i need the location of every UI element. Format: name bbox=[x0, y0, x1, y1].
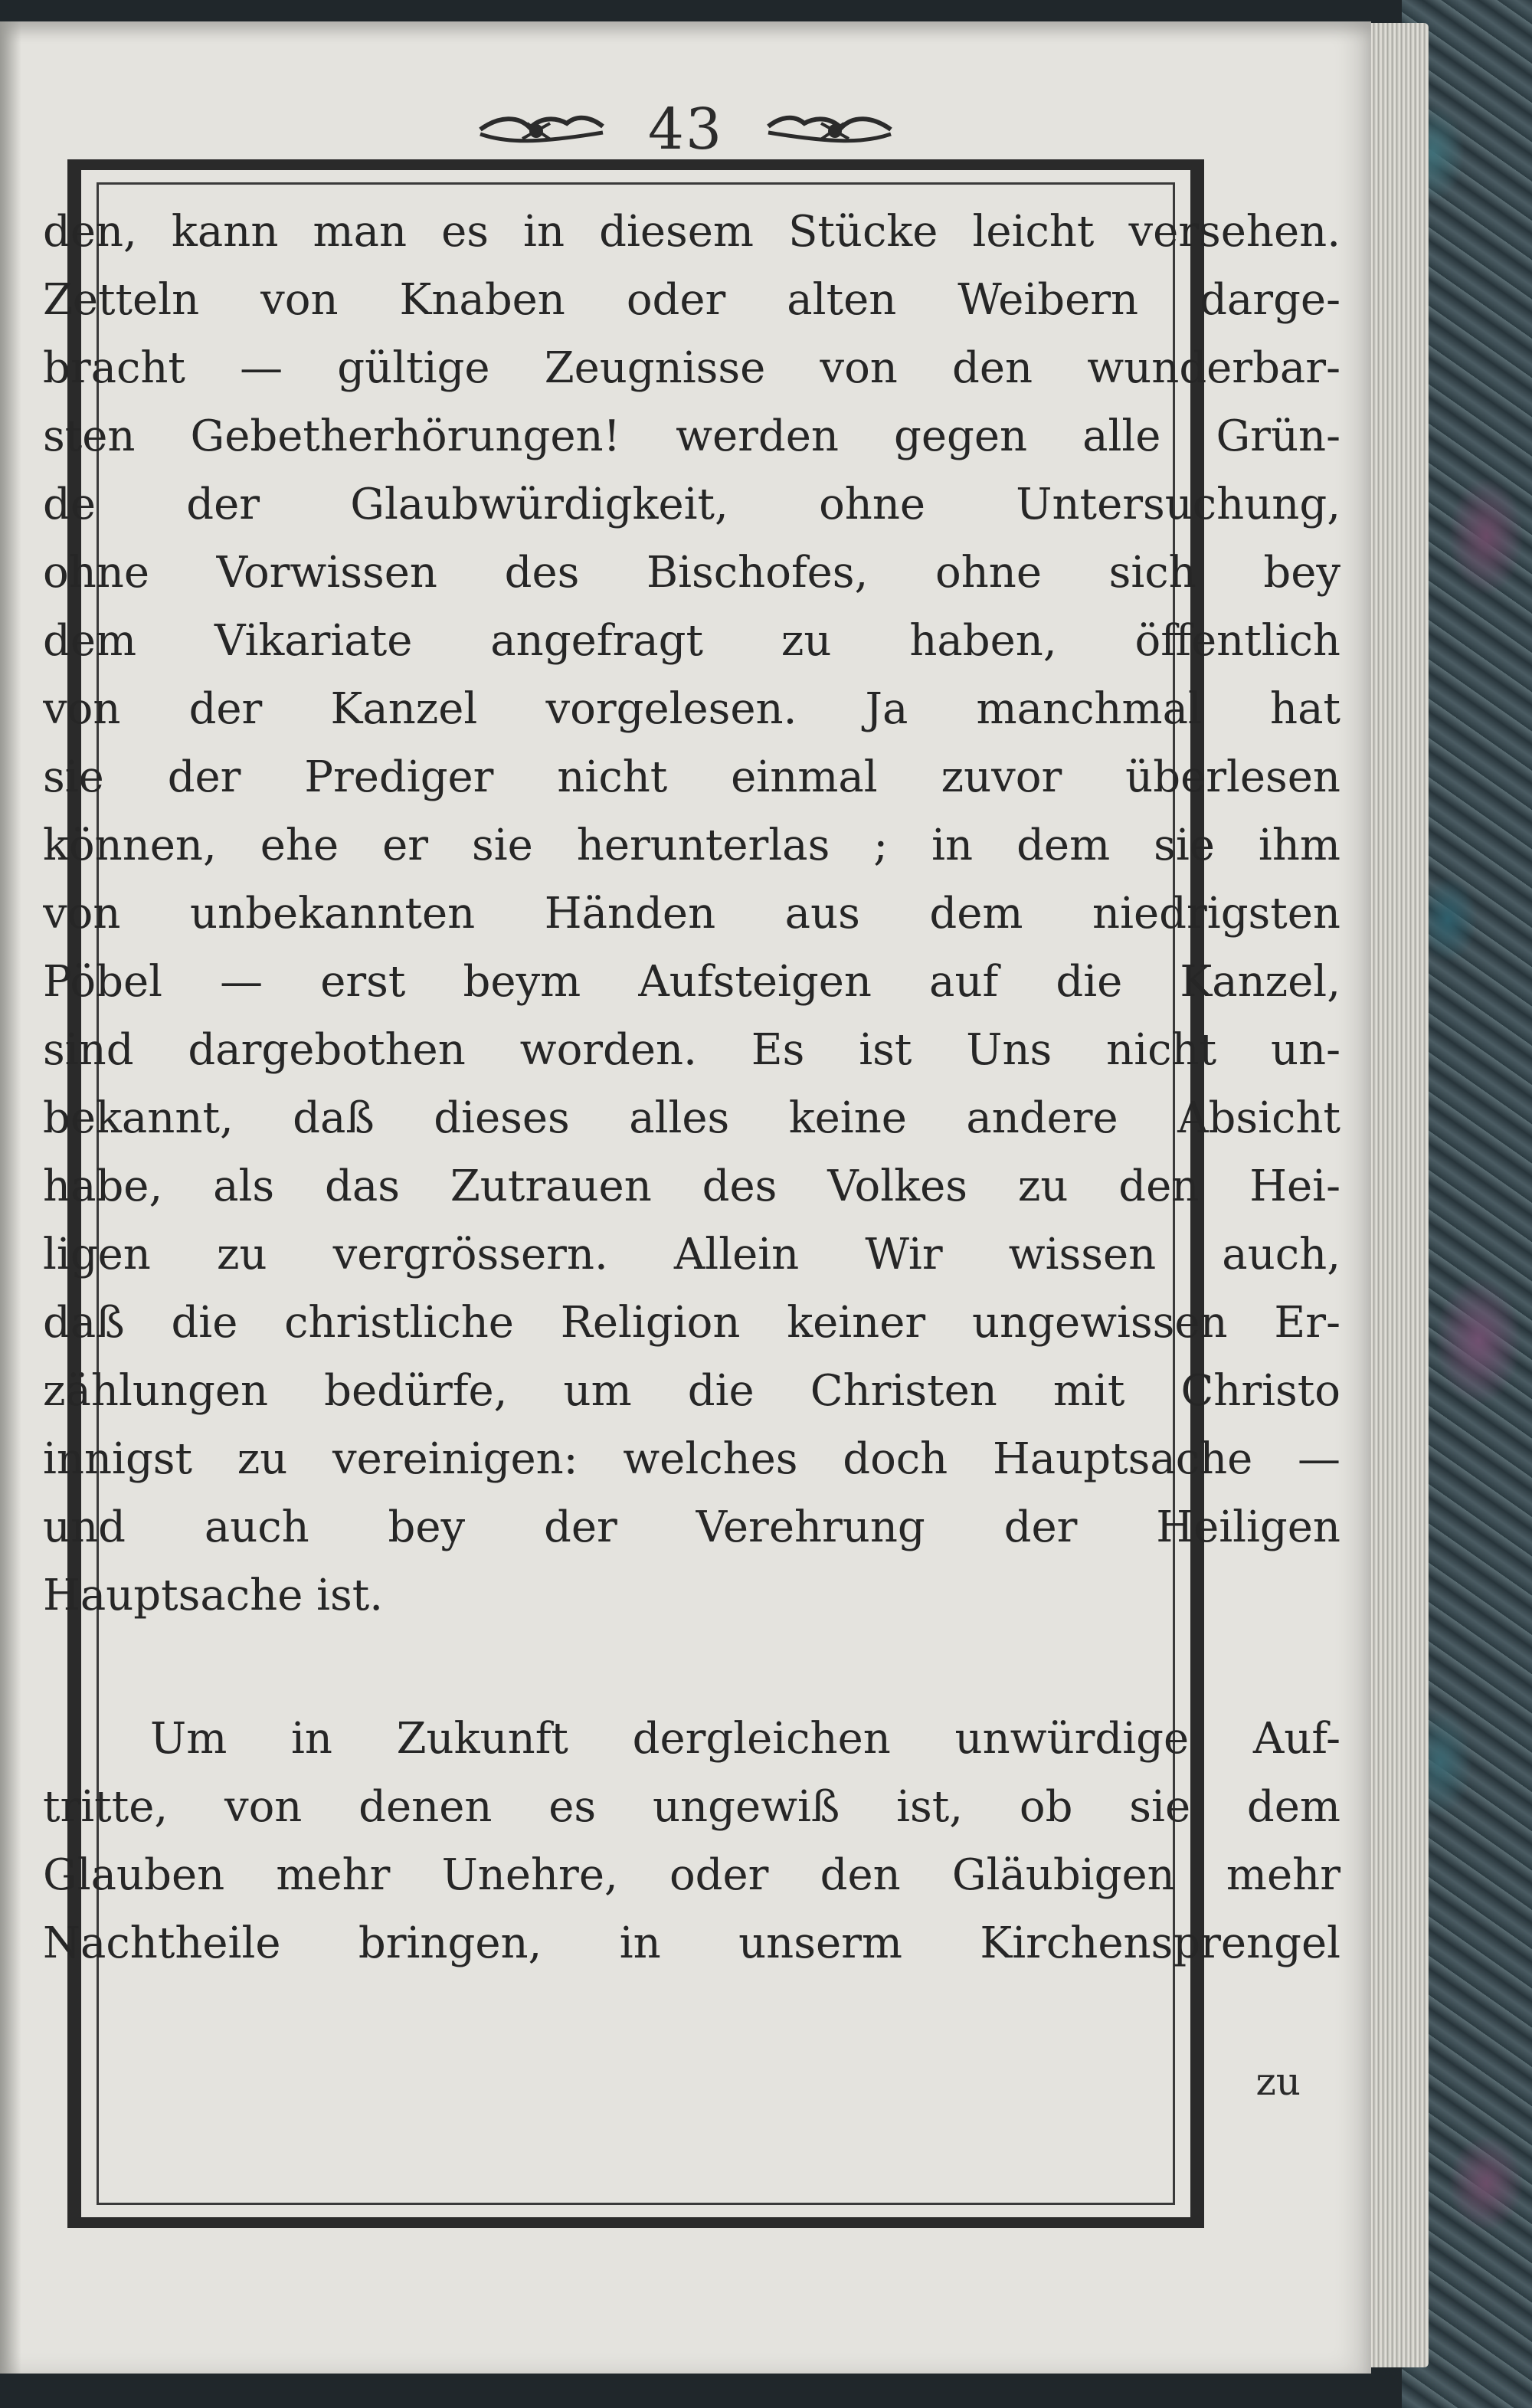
text-line: Pöbel — erst beym Aufsteigen auf die Kanzel, bbox=[43, 957, 1340, 1007]
text-line: dem Vikariate angefragt zu haben, öffentlich bbox=[43, 616, 1340, 666]
text-line: den, kann man es in diesem Stücke leicht versehen. bbox=[43, 207, 1340, 257]
text-line: sten Gebetherhörungen! werden gegen alle Grün- bbox=[43, 411, 1340, 461]
left-ornament-icon bbox=[476, 108, 607, 151]
text-line: können, ehe er sie herunterlas ; in dem sie ihm bbox=[43, 821, 1340, 870]
text-line: sie der Prediger nicht einmal zuvor überlesen bbox=[43, 752, 1340, 802]
gutter-shadow bbox=[0, 21, 21, 2374]
text-line: Glauben mehr Unehre, oder den Gläubigen mehr bbox=[43, 1850, 1340, 1900]
text-line: von der Kanzel vorgelesen. Ja manchmal hat bbox=[43, 684, 1340, 734]
text-line: habe, als das Zutrauen des Volkes zu den Hei- bbox=[43, 1161, 1340, 1211]
text-line: und auch bey der Verehrung der Heiligen bbox=[43, 1502, 1340, 1552]
text-line: innigst zu vereinigen: welches doch Hauptsache — bbox=[43, 1434, 1340, 1484]
paragraph-2 bbox=[43, 1705, 1340, 1977]
text-line: von unbekannten Händen aus dem niedrigsten bbox=[43, 889, 1340, 939]
text-line: daß die christliche Religion keiner ungewissen Er- bbox=[43, 1298, 1340, 1348]
body-text bbox=[43, 198, 1340, 1977]
right-ornament-icon bbox=[764, 108, 895, 151]
text-line: sind dargebothen worden. Es ist Uns nicht un- bbox=[43, 1025, 1340, 1075]
text-line: Hauptsache ist. bbox=[43, 1571, 384, 1620]
page-header bbox=[0, 95, 1371, 164]
text-line: Um in Zukunft dergleichen unwürdige Auf- bbox=[150, 1714, 1340, 1764]
text-line: bracht — gültige Zeugnisse von den wunderbar- bbox=[43, 343, 1340, 393]
paragraph-1 bbox=[43, 198, 1340, 1630]
text-line: bekannt, daß dieses alles keine andere Absicht bbox=[43, 1093, 1340, 1143]
page-number: 43 bbox=[647, 97, 724, 162]
text-line: ligen zu vergrössern. Allein Wir wissen auch, bbox=[43, 1230, 1340, 1279]
text-line: Zetteln von Knaben oder alten Weibern darge- bbox=[43, 275, 1340, 325]
paragraph-gap bbox=[43, 1630, 1340, 1705]
text-line: ohne Vorwissen des Bischofes, ohne sich bey bbox=[43, 548, 1340, 598]
text-line: de der Glaubwürdigkeit, ohne Untersuchung, bbox=[43, 480, 1340, 529]
book-page bbox=[0, 21, 1371, 2374]
catchword: zu bbox=[1255, 2059, 1301, 2104]
text-line: Nachtheile bringen, in unserm Kirchensprengel bbox=[43, 1918, 1340, 1968]
text-line: zählungen bedürfe, um die Christen mit Christo bbox=[43, 1366, 1340, 1416]
text-line: tritte, von denen es ungewiß ist, ob sie dem bbox=[43, 1782, 1340, 1832]
